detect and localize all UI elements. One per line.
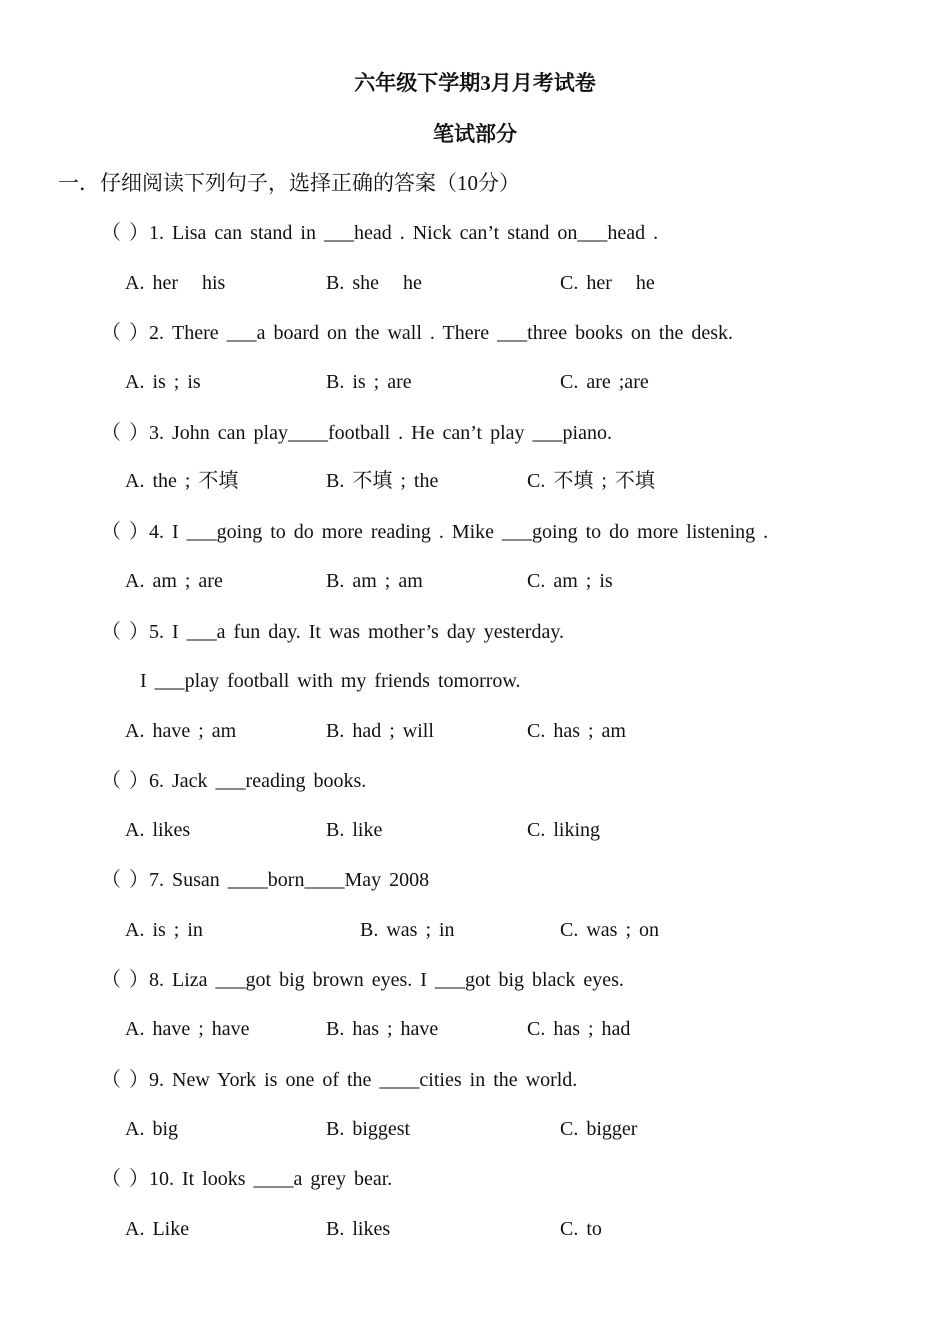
question-8: （ ）8. Liza ___got big brown eyes. I ___got big black eyes. [101,969,624,991]
question-4-option-a: A. am ; are [125,570,223,592]
section-heading: 一．仔细阅读下列句子，选择正确的答案（10分） [58,171,520,195]
question-4-option-c: C. am ; is [527,570,613,592]
question-7: （ ）7. Susan ____born____May 2008 [101,869,430,891]
question-8-option-a: A. have ; have [125,1018,250,1040]
question-7-option-c: C. was ; on [560,919,659,941]
question-6-option-c: C. liking [527,819,601,841]
question-3: （ ）3. John can play____football . He can’t play ___piano. [101,422,612,444]
question-5-option-c: C. has ; am [527,720,626,742]
question-6: （ ）6. Jack ___reading books. [101,770,367,792]
question-2-option-a: A. is ; is [125,371,201,393]
question-5-option-a: A. have ; am [125,720,237,742]
question-7-option-a: A. is ; in [125,919,203,941]
question-1: （ ）1. Lisa can stand in ___head . Nick can’t stand on___head . [101,222,659,244]
question-2-option-c: C. are ;are [560,371,649,393]
question-5-line-2: I ___play football with my friends tomorrow. [140,670,521,692]
question-6-option-b: B. like [326,819,383,841]
question-7-option-b: B. was ; in [360,919,455,941]
question-10-option-b: B. likes [326,1218,391,1240]
question-10-option-a: A. Like [125,1218,190,1240]
question-10: （ ）10. It looks ____a grey bear. [101,1168,393,1190]
question-1-option-c: C. her he [560,272,655,294]
question-6-option-a: A. likes [125,819,191,841]
question-9: （ ）9. New York is one of the ____cities in the world. [101,1069,578,1091]
question-10-option-c: C. to [560,1218,602,1240]
question-1-option-b: B. she he [326,272,422,294]
question-5: （ ）5. I ___a fun day. It was mother’s day yesterday. [101,621,565,643]
question-1-option-a: A. her his [125,272,226,294]
question-4-option-b: B. am ; am [326,570,423,592]
question-3-option-a: A. the ; 不填 [125,470,239,492]
question-3-option-c: C. 不填 ; 不填 [527,470,655,492]
question-5-option-b: B. had ; will [326,720,434,742]
question-9-option-c: C. bigger [560,1118,638,1140]
page-subtitle: 笔试部分 [433,122,517,146]
question-2-option-b: B. is ; are [326,371,412,393]
question-9-option-a: A. big [125,1118,178,1140]
question-3-option-b: B. 不填 ; the [326,470,439,492]
page-title: 六年级下学期3月月考试卷 [354,71,596,95]
question-8-option-b: B. has ; have [326,1018,439,1040]
question-8-option-c: C. has ; had [527,1018,631,1040]
question-2: （ ）2. There ___a board on the wall . There ___three books on the desk. [101,322,734,344]
question-4: （ ）4. I ___going to do more reading . Mike ___going to do more listening . [101,521,769,543]
question-9-option-b: B. biggest [326,1118,411,1140]
